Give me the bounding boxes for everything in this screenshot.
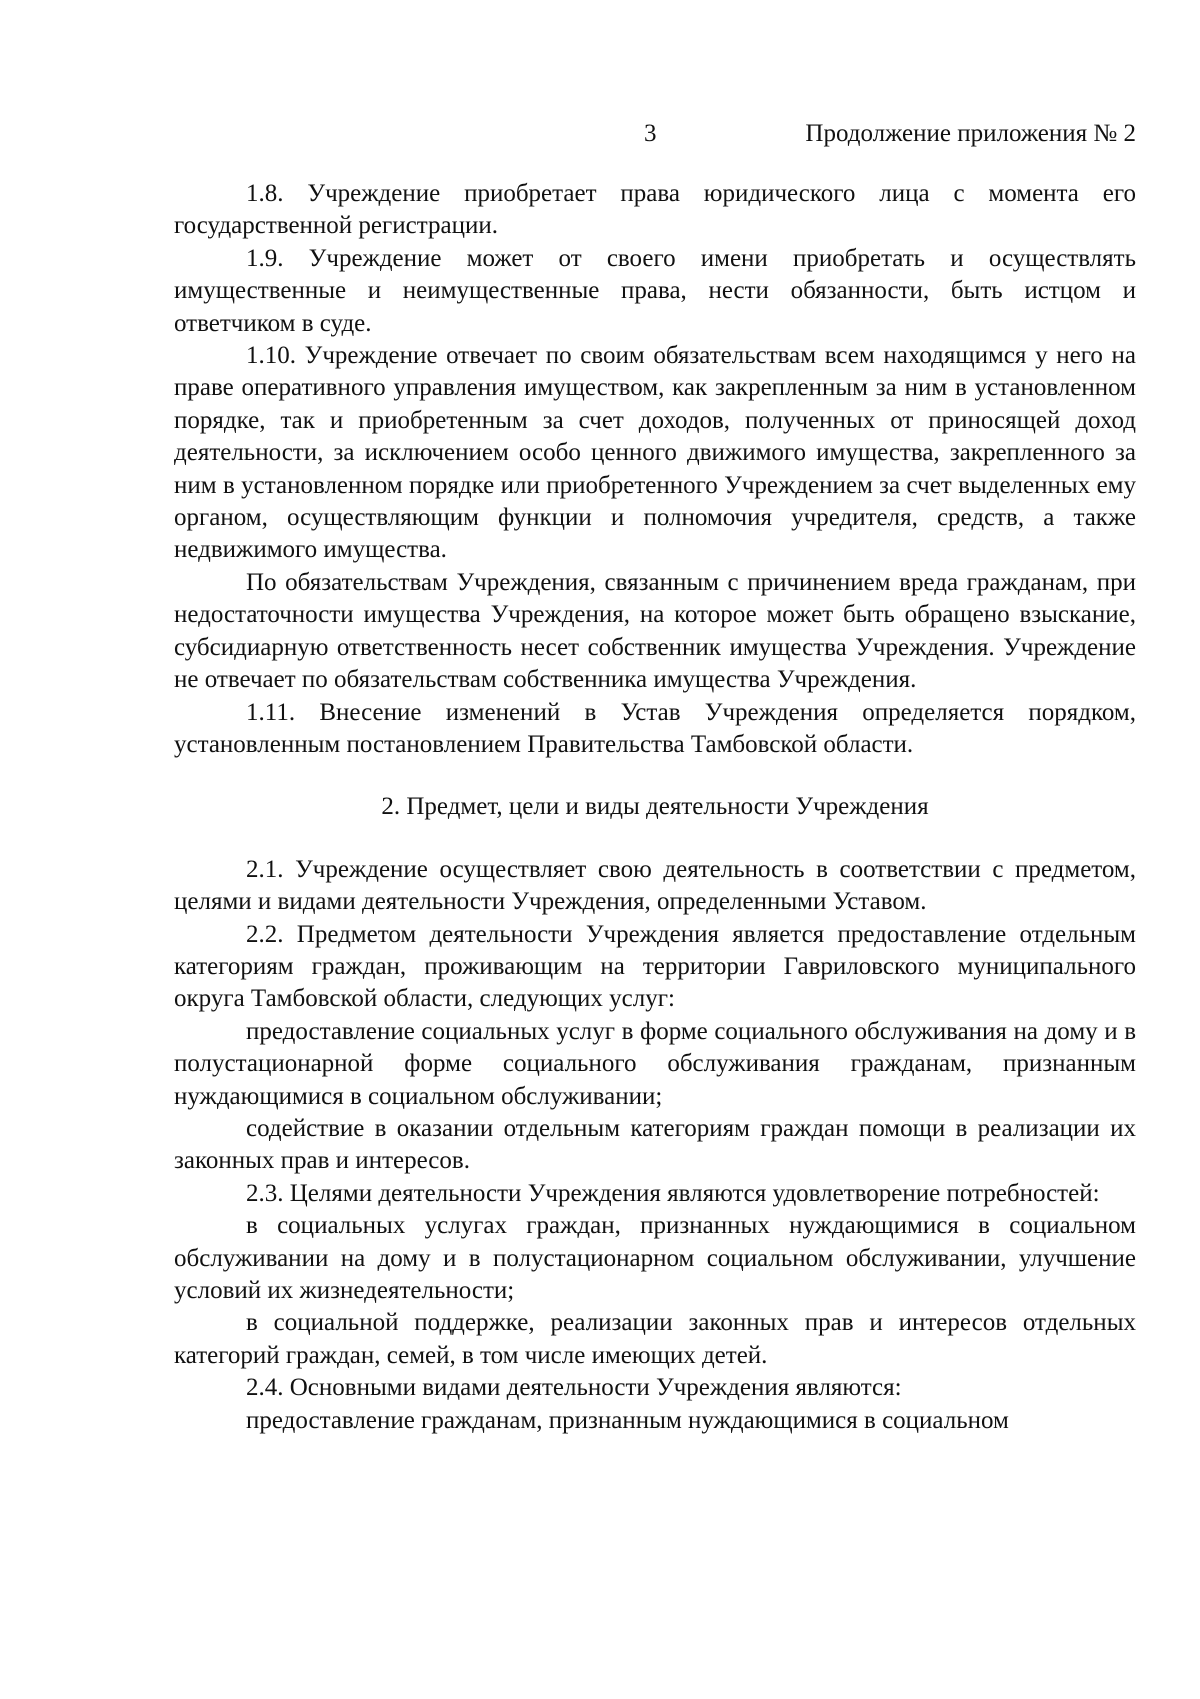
paragraph-activity-fragment: предоставление гражданам, признанным нуждающимися в социальном — [246, 1406, 1009, 1434]
document-body — [174, 178, 1136, 1437]
paragraph-1-8: 1.8. Учреждение приобретает права юридического лица с момента его государственной регистрации. — [174, 180, 1136, 240]
paragraph-2-1: 2.1. Учреждение осуществляет свою деятельность в соответствии с предметом, целями и видами деятельности Учреждения, определенными Уставом. — [174, 855, 1136, 916]
paragraph-1-10: 1.10. Учреждение отвечает по своим обязательствам всем находящимся у него на праве оперативного управления имуществом, как закрепленным за ним в установленном порядке, так и приобретенным за счет доходов, полученных от приносящей доход деятельности, за исключением особо ценного движимого имущества, закрепленного за ним в установленном порядке или приобретенного Учреждением за счет выделенных ему органом, осуществляющим функции и полномочия учредителя, средств, а также недвижимого имущества. — [174, 342, 1136, 564]
paragraph-1-9: 1.9. Учреждение может от своего имени приобретать и осуществлять имущественные и неимущественные права, нести обязанности, быть истцом и ответчиком в суде. — [174, 244, 1136, 337]
paragraph-1-11: 1.11. Внесение изменений в Устав Учреждения определяется порядком, установленным постановлением Правительства Тамбовской области. — [174, 698, 1136, 758]
paragraph-goal-support: в социальной поддержке, реализации законных прав и интересов отдельных категорий граждан, семей, в том числе имеющих детей. — [174, 1309, 1136, 1369]
page-header — [174, 116, 1136, 152]
paragraph-goal-services: в социальных услугах граждан, признанных нуждающимися в социальном обслуживании на дому и в полустационарном социальном обслуживании, улучшение условий их жизнедеятельности; — [174, 1212, 1136, 1304]
paragraph-2-4: 2.4. Основными видами деятельности Учреждения являются: — [246, 1374, 902, 1402]
paragraph-liability: По обязательствам Учреждения, связанным с причинением вреда гражданам, при недостаточности имущества Учреждения, на которое может быть обращено взыскание, субсидиарную ответственность несет собственник имущества Учреждения. Учреждение не отвечает по обязательствам собственника имущества Учреждения. — [174, 568, 1136, 694]
section-heading: 2. Предмет, цели и виды деятельности Учреждения — [381, 793, 929, 821]
page-number: 3 — [644, 120, 657, 147]
paragraph-2-3: 2.3. Целями деятельности Учреждения являются удовлетворение потребностей: — [246, 1179, 1100, 1207]
paragraph-service-social: предоставление социальных услуг в форме социального обслуживания на дому и в полустационарной форме социального обслуживания гражданам, признанным нуждающимися в социальном обслуживании; — [174, 1017, 1136, 1110]
paragraph-service-assistance: содействие в оказании отдельным категориям граждан помощи в реализации их законных прав и интересов. — [174, 1114, 1136, 1175]
appendix-note: Продолжение приложения № 2 — [805, 120, 1136, 147]
paragraph-2-2: 2.2. Предметом деятельности Учреждения является предоставление отдельным категориям граждан, проживающим на территории Гавриловского муниципального округа Тамбовской области, следующих услуг: — [174, 920, 1136, 1013]
